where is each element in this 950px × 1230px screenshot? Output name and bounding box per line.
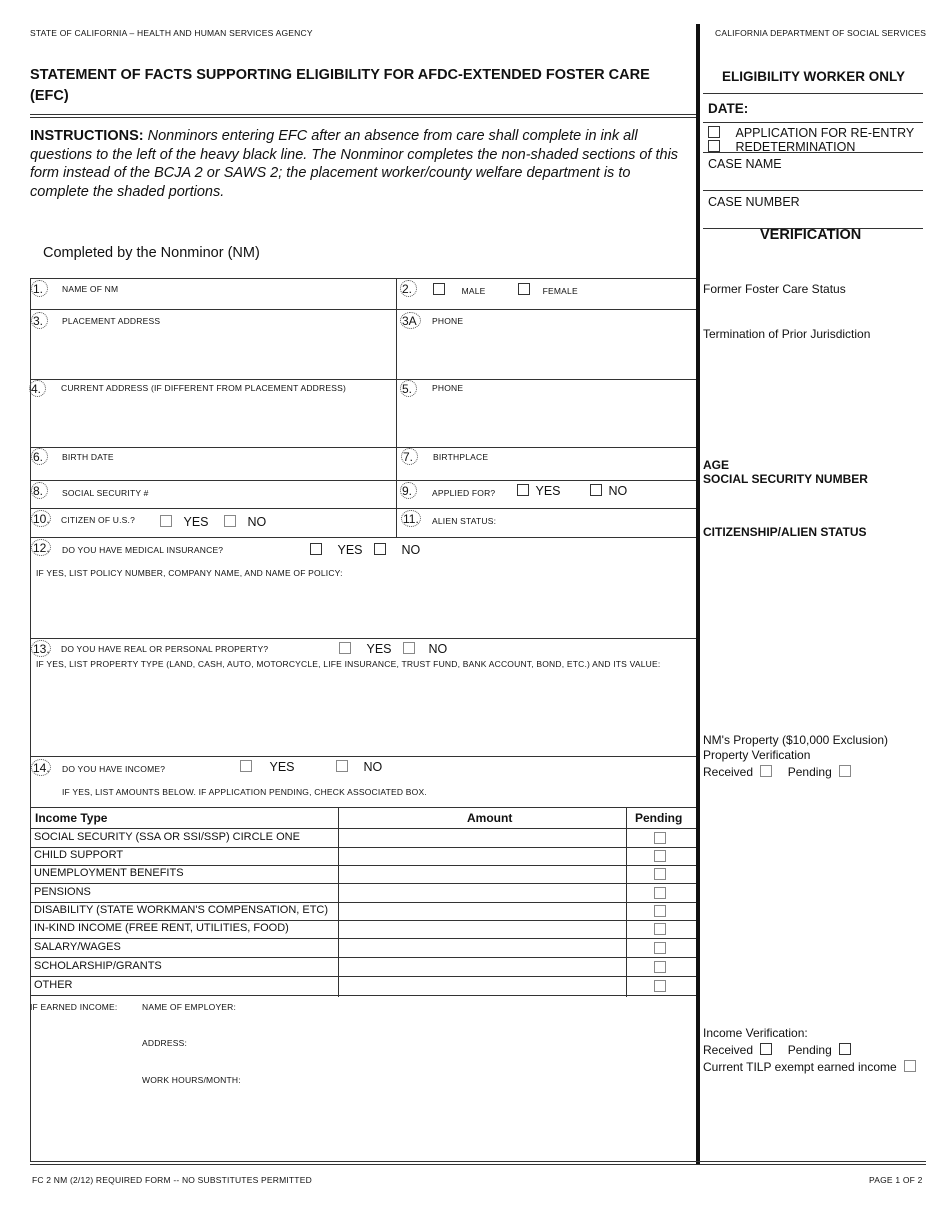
reentry-option[interactable] <box>708 126 914 140</box>
table-row <box>30 902 696 921</box>
form-title: STATEMENT OF FACTS SUPPORTING ELIGIBILITY FOR AFDC-EXTENDED FOSTER CARE (EFC) <box>30 67 650 104</box>
income-status <box>703 1043 851 1057</box>
tilp-row <box>703 1060 916 1074</box>
field-number-6: 6. <box>31 448 48 465</box>
income-type-cell: CHILD SUPPORT <box>34 849 124 861</box>
income-options <box>240 760 382 774</box>
income-type-cell: SOCIAL SECURITY (SSA OR SSI/SSP) CIRCLE ONE <box>34 831 300 843</box>
placement-phone-label: PHONE <box>432 316 464 326</box>
pending-checkbox[interactable] <box>654 923 666 935</box>
field-number-12: 12. <box>33 541 50 555</box>
case-number-label: CASE NUMBER <box>708 195 800 209</box>
field-number-7: 7. <box>401 448 418 465</box>
property-status <box>703 765 851 779</box>
page-number: PAGE 1 OF 2 <box>869 1175 923 1185</box>
applied-for-options <box>517 484 627 498</box>
income-type-cell: DISABILITY (STATE WORKMAN'S COMPENSATION, ETC) <box>34 904 329 916</box>
employer-name-label: NAME OF EMPLOYER: <box>142 1002 237 1012</box>
applied-yes-label: YES <box>535 484 561 498</box>
agency-header: STATE OF CALIFORNIA – HEALTH AND HUMAN SERVICES AGENCY <box>30 28 313 38</box>
income-verification-label: Income Verification: <box>703 1026 808 1040</box>
medical-yes-checkbox[interactable] <box>310 543 322 555</box>
female-checkbox[interactable] <box>518 283 530 295</box>
worker-only-title: ELIGIBILITY WORKER ONLY <box>722 69 906 84</box>
citizen-label: CITIZEN OF U.S.? <box>61 515 136 525</box>
field-number-9: 9. <box>400 482 417 499</box>
termination-label: Termination of Prior Jurisdiction <box>703 327 871 341</box>
name-of-nm-label: NAME OF NM <box>62 284 119 294</box>
pending-checkbox[interactable] <box>654 942 666 954</box>
citizen-options <box>160 515 266 529</box>
income-type-cell: SCHOLARSHIP/GRANTS <box>34 960 162 972</box>
verification-title: VERIFICATION <box>760 227 862 243</box>
citizen-yes-checkbox[interactable] <box>160 515 172 527</box>
department-header: CALIFORNIA DEPARTMENT OF SOCIAL SERVICES <box>715 28 927 38</box>
property-label: DO YOU HAVE REAL OR PERSONAL PROPERTY? <box>61 644 269 654</box>
current-address-label: CURRENT ADDRESS (IF DIFFERENT FROM PLACEMENT ADDRESS) <box>61 383 346 393</box>
citizen-no-checkbox[interactable] <box>224 515 236 527</box>
property-received-label: Received <box>703 765 754 779</box>
income-label: DO YOU HAVE INCOME? <box>62 764 166 774</box>
income-type-cell: OTHER <box>34 979 73 991</box>
alien-status-label: ALIEN STATUS: <box>432 516 497 526</box>
male-label: MALE <box>461 286 486 296</box>
field-number-3a: 3A <box>400 312 421 329</box>
citizenship-label: CITIZENSHIP/ALIEN STATUS <box>703 525 867 539</box>
income-type-header: Income Type <box>35 811 108 825</box>
property-pending-checkbox[interactable] <box>839 765 851 777</box>
income-detail-label: IF YES, LIST AMOUNTS BELOW. IF APPLICATION PENDING, CHECK ASSOCIATED BOX. <box>62 787 427 797</box>
pending-checkbox[interactable] <box>654 832 666 844</box>
income-no-label: NO <box>363 760 383 774</box>
sex-options <box>433 283 578 296</box>
medical-no-label: NO <box>401 543 421 557</box>
female-label: FEMALE <box>542 286 578 296</box>
pending-checkbox[interactable] <box>654 887 666 899</box>
reentry-checkbox[interactable] <box>708 126 720 138</box>
if-earned-income-label: IF EARNED INCOME: <box>30 1002 118 1012</box>
birth-date-label: BIRTH DATE <box>62 452 114 462</box>
field-number-10: 10. <box>33 512 50 526</box>
instructions-label: INSTRUCTIONS: <box>30 128 144 144</box>
table-row <box>30 977 696 996</box>
reentry-label: APPLICATION FOR RE-ENTRY <box>735 126 915 140</box>
table-row <box>30 920 696 939</box>
employer-address-label: ADDRESS: <box>142 1038 188 1048</box>
pending-checkbox[interactable] <box>654 868 666 880</box>
tilp-label: Current TILP exempt earned income <box>703 1060 897 1074</box>
table-row <box>30 939 696 958</box>
field-number-8: 8. <box>31 482 48 499</box>
property-no-label: NO <box>428 642 448 656</box>
income-no-checkbox[interactable] <box>336 760 348 772</box>
table-row <box>30 865 696 884</box>
medical-yes-label: YES <box>337 543 363 557</box>
table-row <box>30 847 696 866</box>
income-received-label: Received <box>703 1043 754 1057</box>
property-detail-label: IF YES, LIST PROPERTY TYPE (LAND, CASH, AUTO, MOTORCYCLE, LIFE INSURANCE, TRUST FUND, BANK ACCOUNT, BOND, ETC.) AND ITS VALUE: <box>36 659 661 669</box>
income-yes-label: YES <box>269 760 295 774</box>
property-pending-label: Pending <box>787 765 832 779</box>
field-number-14: 14. <box>33 761 50 775</box>
medical-no-checkbox[interactable] <box>374 543 386 555</box>
citizen-yes-label: YES <box>183 515 209 529</box>
property-options <box>339 642 447 656</box>
field-number-2: 2. <box>400 280 417 297</box>
property-exclusion-label: NM's Property ($10,000 Exclusion) <box>703 733 889 747</box>
applied-yes-checkbox[interactable] <box>517 484 529 496</box>
placement-address-label: PLACEMENT ADDRESS <box>62 316 161 326</box>
table-row <box>30 829 696 848</box>
field-number-13: 13. <box>33 642 50 656</box>
heavy-black-line <box>696 24 700 1164</box>
instructions <box>30 127 680 201</box>
table-row <box>30 884 696 903</box>
redetermination-checkbox[interactable] <box>708 140 720 152</box>
instructions-text: Nonminors entering EFC after an absence from care shall complete in ink all questions to the left of the heavy black line. The Nonminor completes the non-shaded sections of this form instead of the BCJA 2 or SAWS 2; the placement worker/county welfare department is to complete the shaded portions. <box>30 128 679 200</box>
field-number-4: 4. <box>29 380 46 397</box>
property-no-checkbox[interactable] <box>403 642 415 654</box>
income-pending-label: Pending <box>787 1043 832 1057</box>
pending-checkbox[interactable] <box>654 961 666 973</box>
pending-header: Pending <box>635 811 683 825</box>
completed-by-label: Completed by the Nonminor (NM) <box>43 245 260 261</box>
tilp-checkbox[interactable] <box>904 1060 916 1072</box>
form-id: FC 2 NM (2/12) REQUIRED FORM -- NO SUBSTITUTES PERMITTED <box>32 1175 312 1185</box>
field-number-1: 1. <box>31 280 48 297</box>
age-label: AGE <box>703 458 730 472</box>
amount-header: Amount <box>467 811 513 825</box>
income-type-cell: PENSIONS <box>34 886 91 898</box>
property-received-checkbox[interactable] <box>760 765 772 777</box>
applied-no-checkbox[interactable] <box>590 484 602 496</box>
pending-checkbox[interactable] <box>654 980 666 992</box>
case-name-label: CASE NAME <box>708 157 782 171</box>
income-received-checkbox[interactable] <box>760 1043 772 1055</box>
property-yes-label: YES <box>366 642 392 656</box>
income-type-cell: UNEMPLOYMENT BENEFITS <box>34 867 184 879</box>
date-label: DATE: <box>708 101 749 116</box>
work-hours-label: WORK HOURS/MONTH: <box>142 1075 241 1085</box>
former-status-label: Former Foster Care Status <box>703 282 846 296</box>
field-number-11: 11. <box>401 510 421 527</box>
income-type-cell: IN-KIND INCOME (FREE RENT, UTILITIES, FOOD) <box>34 922 289 934</box>
pending-checkbox[interactable] <box>654 905 666 917</box>
current-phone-label: PHONE <box>432 383 464 393</box>
field-number-3: 3. <box>31 312 48 329</box>
table-row <box>30 958 696 977</box>
property-yes-checkbox[interactable] <box>339 642 351 654</box>
birthplace-label: BIRTHPLACE <box>433 452 489 462</box>
applied-no-label: NO <box>608 484 628 498</box>
income-yes-checkbox[interactable] <box>240 760 252 772</box>
property-verification-label: Property Verification <box>703 748 811 762</box>
ssn-verification-label: SOCIAL SECURITY NUMBER <box>703 472 868 486</box>
pending-checkbox[interactable] <box>654 850 666 862</box>
income-type-cell: SALARY/WAGES <box>34 941 121 953</box>
citizen-no-label: NO <box>247 515 267 529</box>
medical-options <box>310 543 420 557</box>
redetermination-label: REDETERMINATION <box>735 140 856 154</box>
medical-detail-label: IF YES, LIST POLICY NUMBER, COMPANY NAME, AND NAME OF POLICY: <box>36 568 343 578</box>
male-checkbox[interactable] <box>433 283 445 295</box>
income-pending-checkbox[interactable] <box>839 1043 851 1055</box>
applied-for-label: APPLIED FOR? <box>432 488 496 498</box>
ssn-label: SOCIAL SECURITY # <box>62 488 149 498</box>
field-number-5: 5. <box>400 380 417 397</box>
medical-insurance-label: DO YOU HAVE MEDICAL INSURANCE? <box>62 545 224 555</box>
